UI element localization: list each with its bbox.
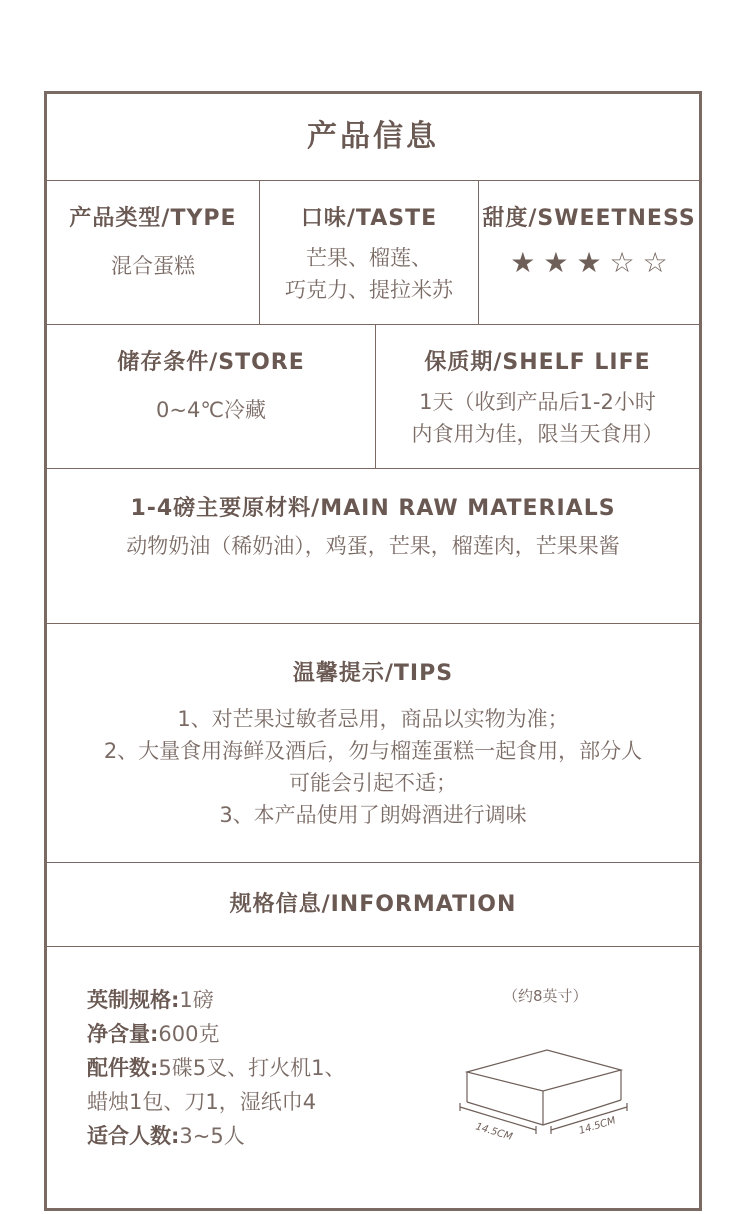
info-label: 规格信息/INFORMATION (229, 892, 517, 917)
storage-row (47, 325, 699, 469)
tips-line: 可能会引起不适； (289, 771, 457, 795)
title-row (47, 94, 699, 181)
sweetness-label: 甜度/SWEETNESS (482, 206, 696, 231)
shelf-label: 保质期/SHELF LIFE (424, 350, 651, 375)
taste-value-line2: 巧克力、提拉米苏 (285, 278, 453, 302)
product-info-card (44, 91, 702, 1211)
cake-box-illustration (447, 1027, 657, 1147)
spec-parts: 配件数:5碟5叉、打火机1、 (87, 1056, 346, 1080)
specs-area (47, 947, 699, 1214)
info-heading-row (47, 863, 699, 947)
tips-label: 温馨提示/TIPS (292, 661, 454, 686)
shelf-value-line1: 1天（收到产品后1-2小时 (419, 390, 656, 414)
taste-cell (260, 181, 479, 324)
spec-parts-cont: 蜡烛1包、刀1，湿纸巾4 (87, 1090, 317, 1114)
star-empty-icon: ☆ (642, 246, 668, 279)
page-title: 产品信息 (307, 119, 439, 154)
shelf-value-line2: 内食用为佳，限当天食用） (411, 422, 664, 446)
sweetness-cell (479, 181, 699, 324)
materials-row (47, 469, 699, 624)
tips-line: 2、大量食用海鲜及酒后，勿与榴莲蛋糕一起食用，部分人 (103, 739, 643, 763)
box-caption: （约8英寸） (503, 987, 588, 1005)
materials-value: 动物奶油（稀奶油），鸡蛋，芒果，榴莲肉，芒果果酱 (126, 534, 620, 558)
type-value: 混合蛋糕 (111, 254, 195, 278)
star-empty-icon: ☆ (609, 246, 635, 279)
taste-value-line1: 芒果、榴莲、 (306, 246, 432, 270)
spec-size: 英制规格:1磅 (87, 988, 214, 1012)
spec-people: 适合人数:3~5人 (87, 1124, 245, 1148)
tips-line: 3、本产品使用了朗姆酒进行调味 (219, 803, 527, 827)
store-label: 储存条件/STORE (117, 350, 305, 375)
store-value: 0~4℃冷藏 (156, 398, 266, 422)
materials-label: 1-4磅主要原材料/MAIN RAW MATERIALS (130, 496, 616, 521)
store-cell (47, 325, 376, 468)
basic-info-row (47, 181, 699, 325)
tips-line: 1、对芒果过敏者忌用，商品以实物为准； (177, 707, 569, 731)
taste-label: 口味/TASTE (300, 206, 438, 231)
spec-weight: 净含量:600克 (87, 1022, 220, 1046)
star-filled-icon: ★ (510, 246, 536, 279)
type-cell (47, 181, 260, 324)
shelf-cell (376, 325, 699, 468)
tips-row (47, 624, 699, 863)
sweetness-rating (479, 246, 699, 279)
star-filled-icon: ★ (543, 246, 569, 279)
star-filled-icon: ★ (576, 246, 602, 279)
dimension-right-label: 14.5CM (577, 1115, 618, 1137)
type-label: 产品类型/TYPE (69, 206, 237, 231)
dimension-left-label: 14.5CM (474, 1121, 514, 1143)
specs-list (87, 983, 346, 1153)
